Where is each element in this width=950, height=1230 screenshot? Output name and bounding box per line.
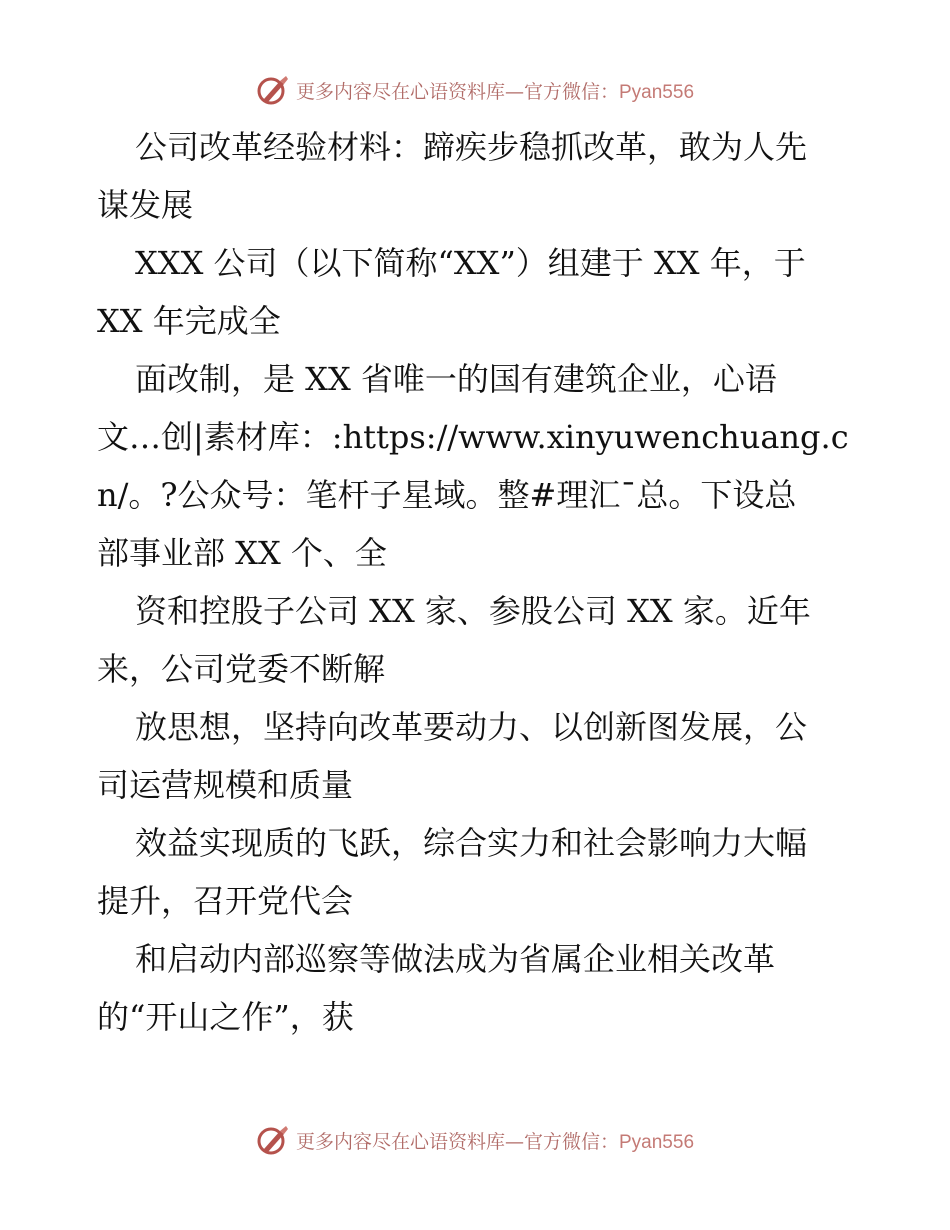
text-line: 资和控股子公司 XX 家、参股公司 XX 家。近年 xyxy=(135,592,811,630)
text-line: XX 年完成全 xyxy=(97,302,281,340)
pen-logo-icon xyxy=(256,1123,290,1157)
text-line: 和启动内部巡察等做法成为省属企业相关改革 xyxy=(135,940,776,978)
text-line: 文…创|素材库：:https://www.xinyuwenchuang.c xyxy=(97,418,849,456)
header-banner-text xyxy=(296,77,694,104)
header-banner xyxy=(0,70,950,110)
text-line: 面改制，是 XX 省唯一的国有建筑企业，心语 xyxy=(135,360,777,398)
text-line: n/。?公众号：笔杆子星域。整#理汇¯总。下设总 xyxy=(97,476,797,514)
text-line: 司运营规模和质量 xyxy=(97,766,354,804)
pen-logo-icon xyxy=(256,73,290,107)
wechat-id: Pyan556 xyxy=(619,81,695,103)
text-line: 来，公司党委不断解 xyxy=(97,650,386,688)
text-line: XXX 公司（以下简称“XX”）组建于 XX 年，于 xyxy=(135,244,806,282)
text-line: 部事业部 XX 个、全 xyxy=(97,534,387,572)
text-line: 谋发展 xyxy=(97,186,194,224)
text-line: 提升，召开党代会 xyxy=(97,882,354,920)
footer-banner-text xyxy=(296,1127,694,1154)
text-line: 公司改革经验材料：蹄疾步稳抓改革，敢为人先 xyxy=(135,128,808,166)
footer-banner xyxy=(0,1120,950,1160)
header-banner-content xyxy=(256,73,694,107)
text-line: 效益实现质的飞跃，综合实力和社会影响力大幅 xyxy=(135,824,808,862)
footer-banner-content xyxy=(256,1123,694,1157)
banner-slogan: 更多内容尽在心语资料库—官方微信： xyxy=(295,80,619,103)
text-line: 放思想，坚持向改革要动力、以创新图发展，公 xyxy=(135,708,808,746)
document-body xyxy=(97,118,857,1046)
banner-slogan: 更多内容尽在心语资料库—官方微信： xyxy=(295,1130,619,1153)
wechat-id: Pyan556 xyxy=(619,1131,695,1153)
text-line: 的“开山之作”，获 xyxy=(97,998,354,1036)
